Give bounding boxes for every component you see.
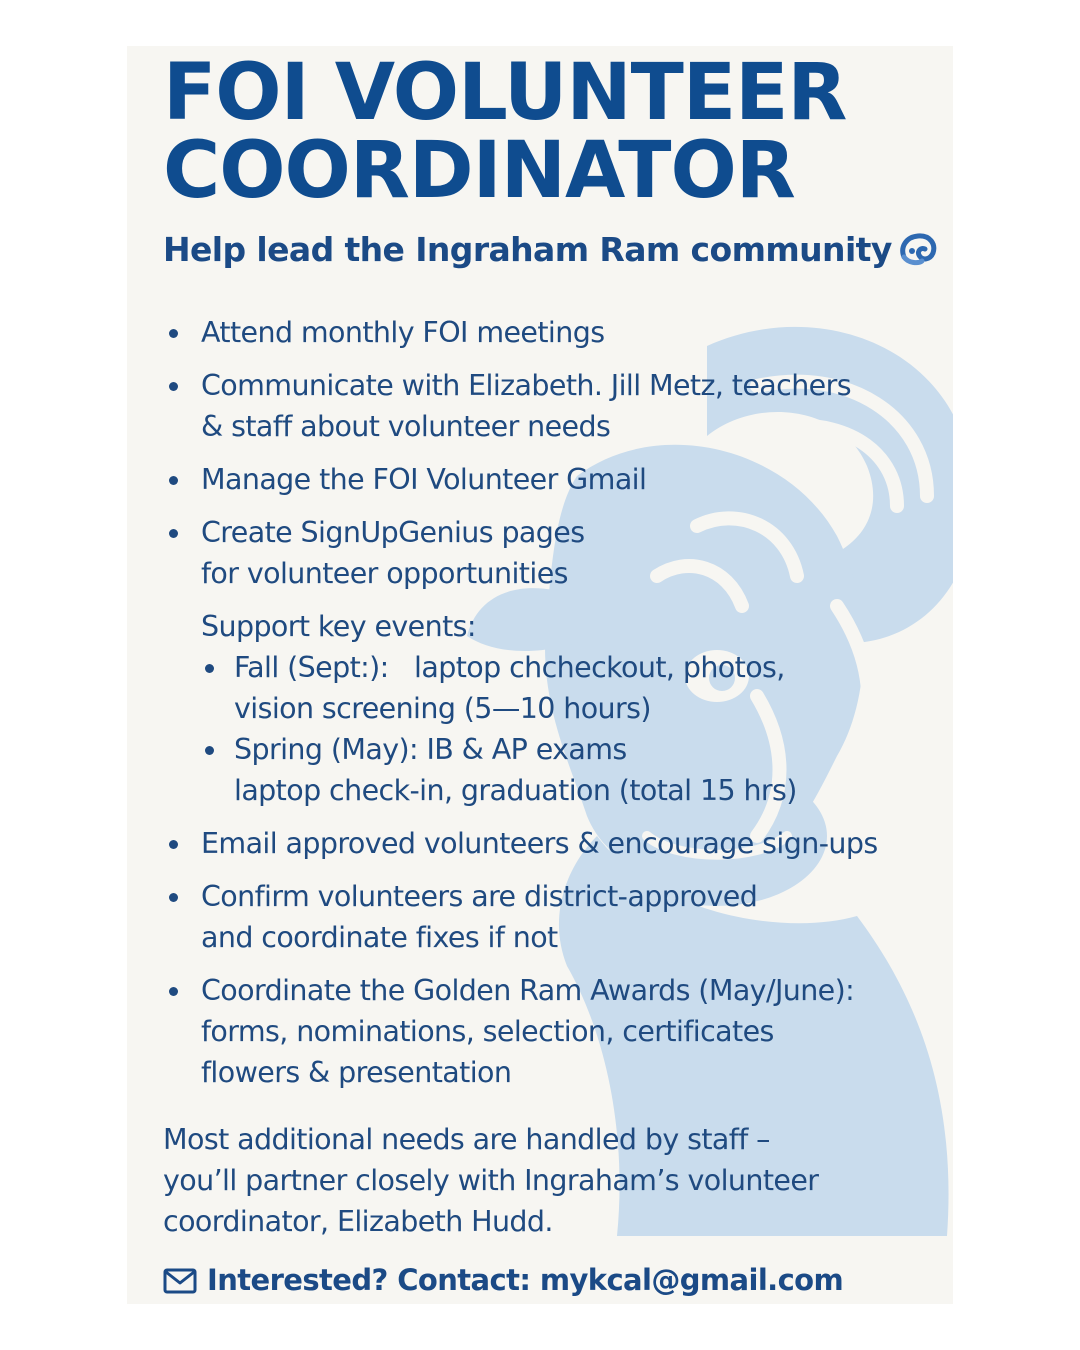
bullet-dot bbox=[169, 476, 178, 485]
event-text: vision screening (5—10 hours) bbox=[234, 692, 651, 725]
key-events bbox=[163, 606, 943, 811]
bullet-dot bbox=[169, 529, 178, 538]
subtitle-text: Help lead the Ingraham Ram community bbox=[163, 230, 892, 269]
subtitle bbox=[163, 230, 938, 270]
bullet-dot bbox=[205, 746, 214, 755]
event-text: laptop check-in, graduation (total 15 hrs) bbox=[234, 774, 797, 807]
list-item bbox=[163, 876, 943, 958]
duty-text: forms, nominations, selection, certificates bbox=[201, 1015, 774, 1048]
ram-icon bbox=[898, 233, 938, 267]
list-item bbox=[163, 970, 943, 1093]
bullet-dot bbox=[169, 840, 178, 849]
list-item bbox=[163, 459, 943, 500]
event-text: Fall (Sept:): laptop chcheckout, photos, bbox=[234, 651, 785, 684]
page-title bbox=[163, 48, 847, 216]
note-line: you’ll partner closely with Ingraham’s volunteer bbox=[163, 1164, 819, 1197]
mail-icon bbox=[163, 1268, 197, 1294]
duties-list bbox=[163, 312, 943, 1105]
flyer-content bbox=[127, 46, 953, 1304]
duty-text: Communicate with Elizabeth. Jill Metz, teachers bbox=[201, 369, 851, 402]
list-item bbox=[163, 512, 943, 594]
title-line-2: COORDINATOR bbox=[163, 126, 795, 216]
duty-text: flowers & presentation bbox=[201, 1056, 512, 1089]
key-events-list bbox=[201, 647, 943, 811]
bullet-dot bbox=[169, 382, 178, 391]
duty-text: Confirm volunteers are district-approved bbox=[201, 880, 758, 913]
duty-text: Manage the FOI Volunteer Gmail bbox=[201, 463, 647, 496]
list-item bbox=[163, 823, 943, 864]
event-text: Spring (May): IB & AP exams bbox=[234, 733, 627, 766]
title-line-1: FOI VOLUNTEER bbox=[163, 48, 847, 138]
list-item bbox=[201, 729, 943, 811]
bullet-dot bbox=[205, 664, 214, 673]
bullet-dot bbox=[169, 987, 178, 996]
flyer-card bbox=[127, 46, 953, 1304]
list-item bbox=[163, 312, 943, 353]
duty-text: & staff about volunteer needs bbox=[201, 410, 611, 443]
duty-text: Create SignUpGenius pages bbox=[201, 516, 585, 549]
note-line: Most additional needs are handled by staff – bbox=[163, 1123, 770, 1156]
list-item bbox=[163, 365, 943, 447]
duty-text: and coordinate fixes if not bbox=[201, 921, 558, 954]
duty-text: for volunteer opportunities bbox=[201, 557, 568, 590]
contact-email[interactable]: Interested? Contact: mykcal@gmail.com bbox=[207, 1263, 844, 1297]
duty-text: Email approved volunteers & encourage sign-ups bbox=[201, 827, 878, 860]
duty-text: Coordinate the Golden Ram Awards (May/June): bbox=[201, 974, 855, 1007]
key-events-heading: Support key events: bbox=[201, 610, 476, 643]
bullet-dot bbox=[169, 893, 178, 902]
list-item bbox=[201, 647, 943, 729]
note-line: coordinator, Elizabeth Hudd. bbox=[163, 1205, 553, 1238]
bullet-dot bbox=[169, 329, 178, 338]
footer-note bbox=[163, 1119, 818, 1242]
duty-text: Attend monthly FOI meetings bbox=[201, 316, 605, 349]
contact-line bbox=[163, 1258, 843, 1302]
